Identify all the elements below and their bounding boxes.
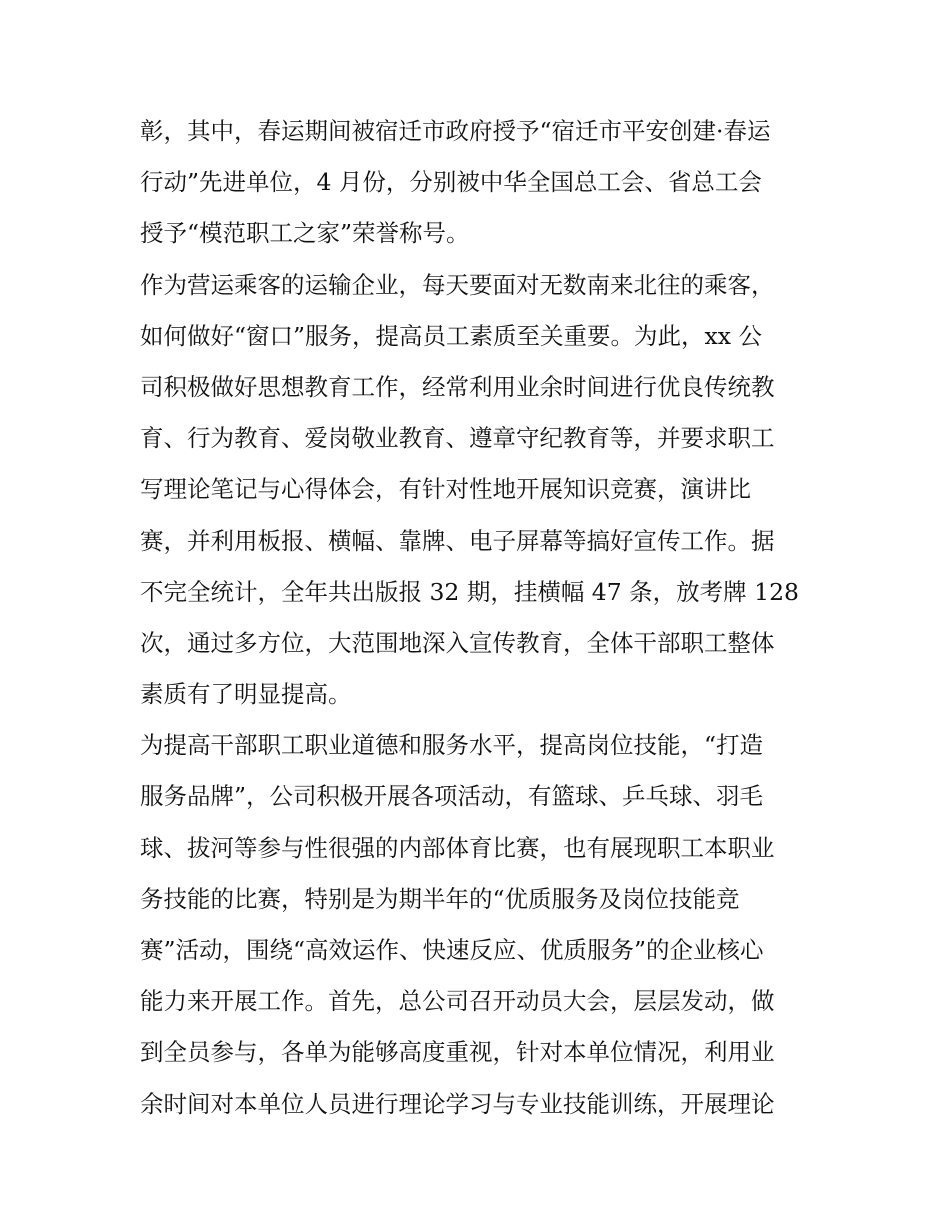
text-line: 次，通过多方位，大范围地深入宣传教育，全体干部职工整体 xyxy=(140,628,775,657)
text-line: 授予“模范职工之家”荣誉称号。 xyxy=(140,219,470,248)
text-line: 赛，并利用板报、横幅、靠牌、电子屏幕等搞好宣传工作。据 xyxy=(140,526,775,555)
text-line: 余时间对本单位人员进行理论学习与专业技能训练，开展理论 xyxy=(140,1089,775,1118)
text-line: 赛”活动，围绕“高效运作、快速反应、优质服务”的企业核心 xyxy=(140,936,764,964)
text-line: 不完全统计，全年共出版报 32 期，挂横幅 47 条，放考牌 128 xyxy=(140,577,800,606)
text-line: 务技能的比赛，特别是为期半年的“优质服务及岗位技能竞 xyxy=(140,884,740,913)
text-line: 司积极做好思想教育工作，经常利用业余时间进行优良传统教 xyxy=(140,372,775,401)
text-line: 能力来开展工作。首先，总公司召开动员大会，层层发动，做 xyxy=(140,987,775,1016)
text-line: 如何做好“窗口”服务，提高员工素质至关重要。为此，xx 公 xyxy=(140,321,763,350)
text-line: 服务品牌”，公司积极开展各项活动，有篮球、乒乓球、羽毛 xyxy=(140,782,764,811)
document-body xyxy=(140,106,830,1130)
text-line: 球、拔河等参与性很强的内部体育比赛，也有展现职工本职业 xyxy=(140,833,775,862)
text-line: 彰，其中，春运期间被宿迁市政府授予“宿迁市平安创建·春运 xyxy=(140,117,771,145)
text-line: 为提高干部职工职业道德和服务水平，提高岗位技能，“打造 xyxy=(140,731,764,760)
text-line: 行动”先进单位，4 月份，分别被中华全国总工会、省总工会 xyxy=(140,168,762,197)
text-line: 到全员参与，各单为能够高度重视，针对本单位情况，利用业 xyxy=(140,1038,775,1067)
text-line: 写理论笔记与心得体会，有针对性地开展知识竞赛，演讲比 xyxy=(140,475,751,504)
text-line: 素质有了明显提高。 xyxy=(140,680,352,709)
text-line: 育、行为教育、爱岗敬业教育、遵章守纪教育等，并要求职工 xyxy=(140,424,775,453)
text-line: 作为营运乘客的运输企业，每天要面对无数南来北往的乘客， xyxy=(140,270,775,299)
